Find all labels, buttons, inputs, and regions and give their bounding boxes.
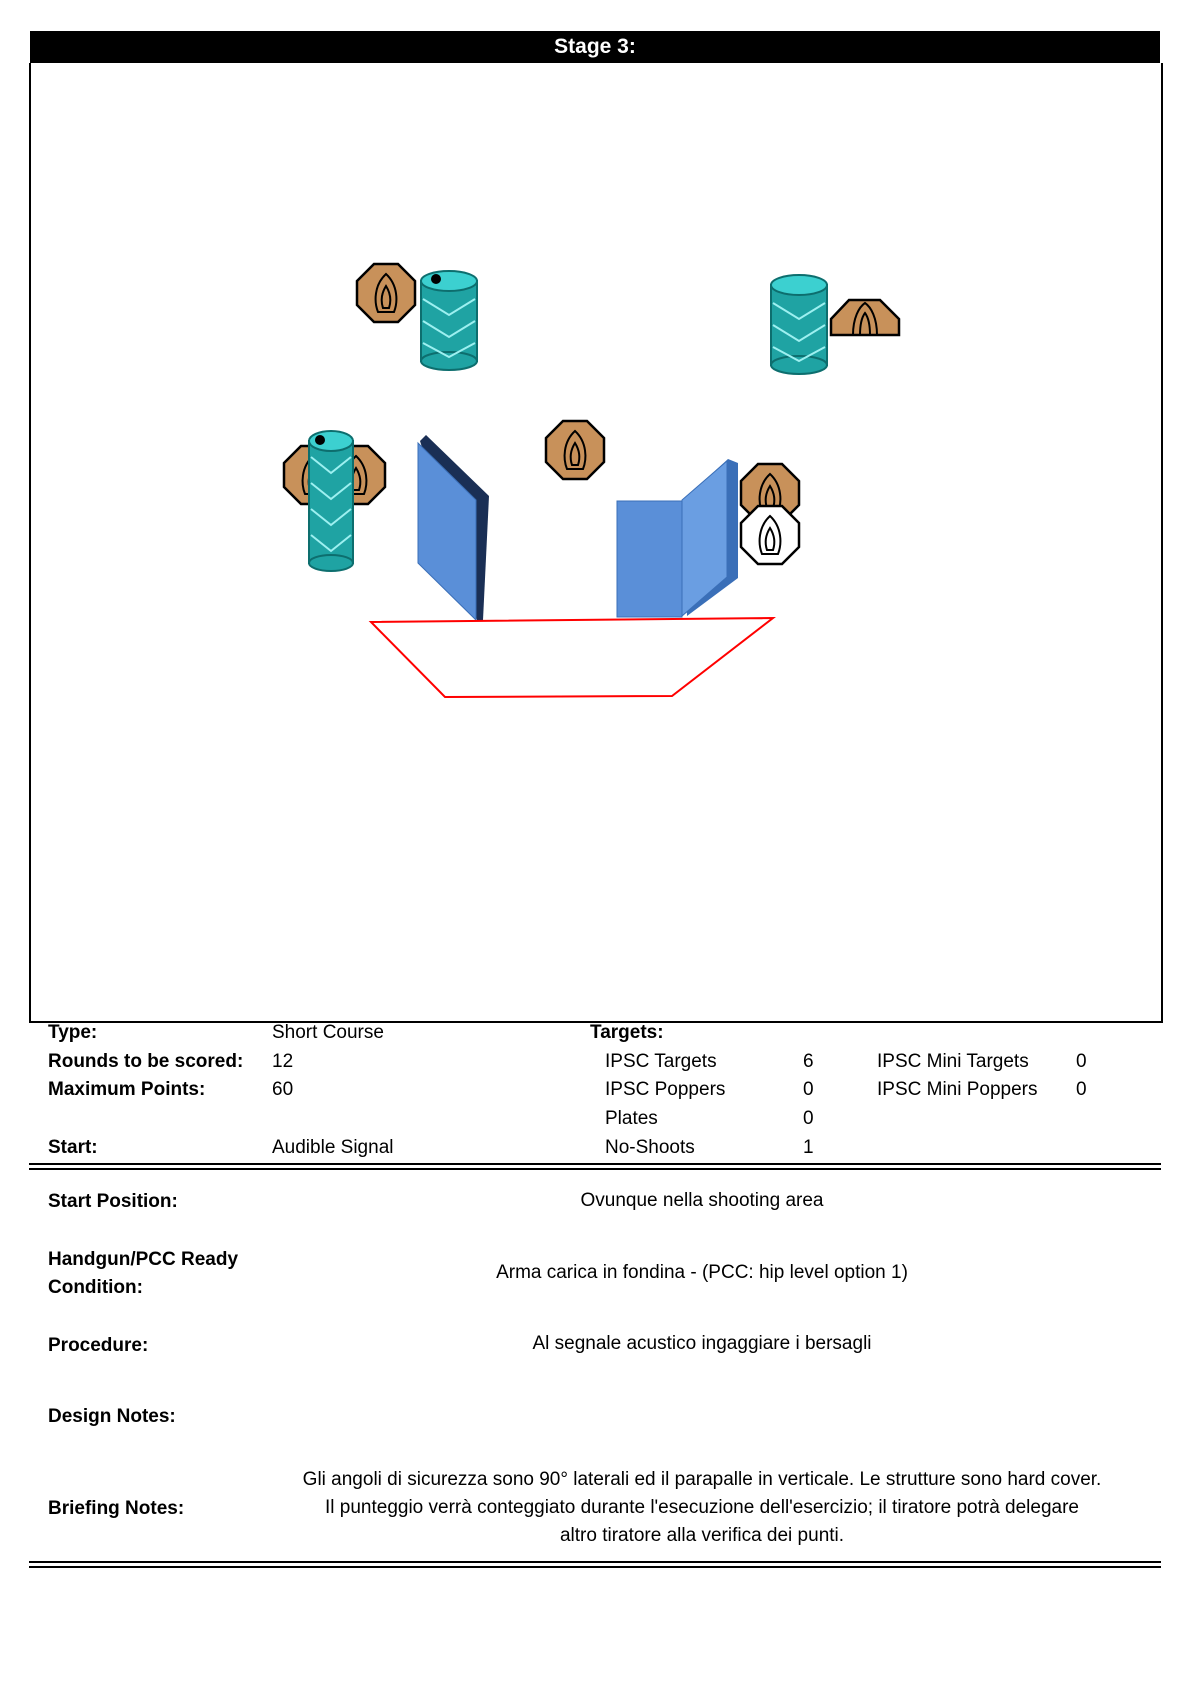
plates-count: 0 — [803, 1108, 814, 1129]
mini-targets-label: IPSC Mini Targets — [877, 1051, 1029, 1072]
procedure-value: Al segnale acustico ingaggiare i bersagli — [532, 1333, 872, 1354]
ipsc-target-center — [546, 421, 604, 479]
mini-poppers-count: 0 — [1076, 1079, 1087, 1100]
barrel-mid-left — [309, 431, 353, 571]
ready-condition-label-line1: Handgun/PCC Ready — [48, 1249, 239, 1270]
type-value: Short Course — [272, 1022, 384, 1043]
rounds-value: 12 — [272, 1051, 294, 1072]
no-shoots-label: No-Shoots — [605, 1137, 695, 1158]
divider-bottom-second — [29, 1566, 1161, 1568]
barrel-upper-left — [421, 271, 477, 370]
divider-top-second — [29, 1168, 1161, 1170]
rounds-label: Rounds to be scored: — [48, 1051, 244, 1072]
no-shoots-count: 1 — [803, 1137, 814, 1158]
no-shoot-target — [741, 506, 799, 564]
start-position-value: Ovunque nella shooting area — [580, 1190, 824, 1211]
start-label: Start: — [48, 1137, 98, 1158]
start-value: Audible Signal — [272, 1137, 394, 1158]
wall-left — [418, 435, 489, 620]
ready-condition-value: Arma carica in fondina - (PCC: hip level option 1) — [496, 1262, 908, 1283]
max-points-label: Maximum Points: — [48, 1079, 206, 1100]
ipsc-targets-count: 6 — [803, 1051, 814, 1072]
start-position-label: Start Position: — [48, 1191, 178, 1212]
max-points-value: 60 — [272, 1079, 294, 1100]
stage-diagram — [29, 63, 1163, 1023]
stage-diagram-drawing — [31, 63, 1161, 1021]
type-label: Type: — [48, 1022, 98, 1043]
shooting-area — [371, 618, 773, 697]
ipsc-target-upper-right-partial — [831, 300, 899, 335]
divider-bottom — [29, 1561, 1161, 1563]
ipsc-target-upper-left — [357, 264, 415, 322]
wall-right — [617, 459, 738, 617]
ipsc-poppers-count: 0 — [803, 1079, 814, 1100]
targets-header: Targets: — [590, 1022, 664, 1043]
ready-condition-label-line2: Condition: — [48, 1277, 143, 1298]
briefing-notes-label: Briefing Notes: — [48, 1498, 185, 1519]
plates-label: Plates — [605, 1108, 658, 1129]
mini-poppers-label: IPSC Mini Poppers — [877, 1079, 1038, 1100]
procedure-label: Procedure: — [48, 1335, 149, 1356]
stage-title: Stage 3: — [30, 31, 1160, 63]
barrel-upper-right — [771, 275, 827, 374]
briefing-notes-line1: Gli angoli di sicurezza sono 90° laterali ed il parapalle in verticale. Le strutture sono hard cover. — [302, 1469, 1102, 1490]
design-notes-label: Design Notes: — [48, 1406, 176, 1427]
divider-top — [29, 1163, 1161, 1165]
briefing-notes-line3: altro tiratore alla verifica dei punti. — [559, 1525, 845, 1546]
ipsc-targets-label: IPSC Targets — [605, 1051, 717, 1072]
mini-targets-count: 0 — [1076, 1051, 1087, 1072]
ipsc-poppers-label: IPSC Poppers — [605, 1079, 726, 1100]
briefing-notes-line2: Il punteggio verrà conteggiato durante l'esecuzione dell'esercizio; il tiratore potrà delegare — [325, 1497, 1079, 1518]
